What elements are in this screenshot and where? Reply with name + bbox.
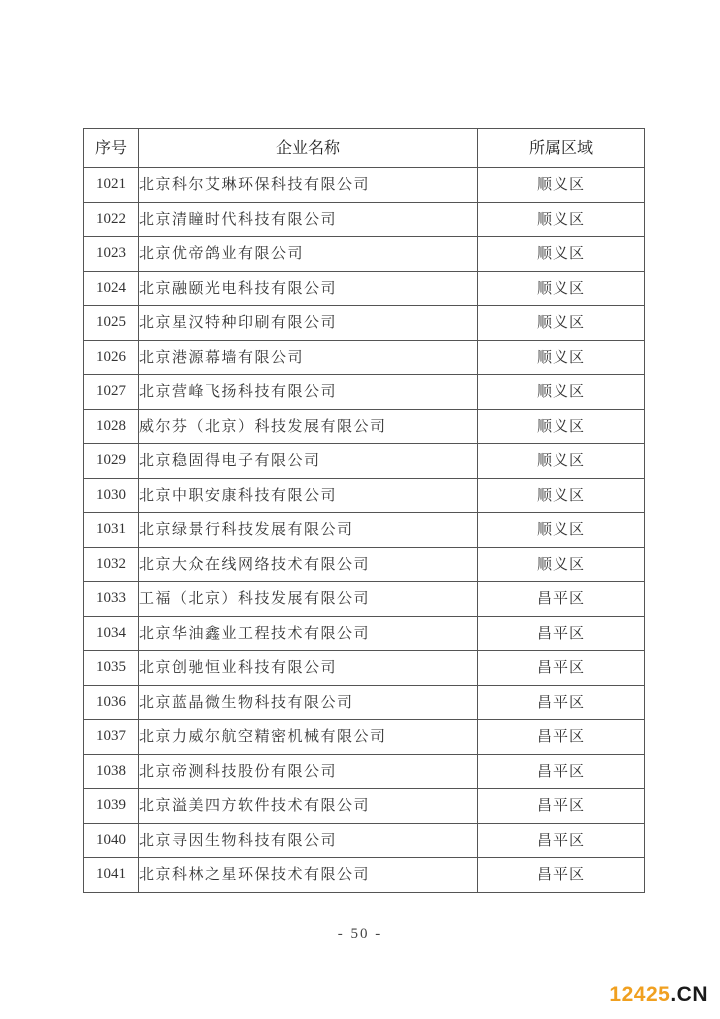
table-header-row bbox=[84, 129, 645, 168]
table-row bbox=[84, 616, 645, 651]
row-region: 昌平区 bbox=[478, 858, 645, 893]
row-company-name: 北京清瞳时代科技有限公司 bbox=[139, 202, 478, 237]
row-region: 昌平区 bbox=[478, 754, 645, 789]
table-row bbox=[84, 237, 645, 272]
row-seq: 1034 bbox=[84, 616, 139, 651]
site-watermark bbox=[609, 983, 708, 1007]
enterprise-table bbox=[83, 128, 645, 893]
watermark-suffix: CN bbox=[676, 983, 708, 1006]
row-region: 昌平区 bbox=[478, 789, 645, 824]
row-region: 顺义区 bbox=[478, 271, 645, 306]
table-row bbox=[84, 168, 645, 203]
row-company-name: 工福（北京）科技发展有限公司 bbox=[139, 582, 478, 617]
page-number: - 50 - bbox=[337, 926, 383, 942]
row-region: 顺义区 bbox=[478, 306, 645, 341]
table-row bbox=[84, 685, 645, 720]
row-company-name: 北京创驰恒业科技有限公司 bbox=[139, 651, 478, 686]
row-seq: 1035 bbox=[84, 651, 139, 686]
row-region: 顺义区 bbox=[478, 375, 645, 410]
row-seq: 1023 bbox=[84, 237, 139, 272]
row-region: 顺义区 bbox=[478, 409, 645, 444]
row-region: 顺义区 bbox=[478, 513, 645, 548]
table-row bbox=[84, 478, 645, 513]
header-seq: 序号 bbox=[84, 129, 139, 168]
table-row bbox=[84, 306, 645, 341]
row-region: 昌平区 bbox=[478, 651, 645, 686]
row-seq: 1029 bbox=[84, 444, 139, 479]
table-row bbox=[84, 789, 645, 824]
row-company-name: 北京大众在线网络技术有限公司 bbox=[139, 547, 478, 582]
row-seq: 1031 bbox=[84, 513, 139, 548]
row-seq: 1024 bbox=[84, 271, 139, 306]
table-row bbox=[84, 651, 645, 686]
row-region: 昌平区 bbox=[478, 685, 645, 720]
row-seq: 1039 bbox=[84, 789, 139, 824]
row-seq: 1025 bbox=[84, 306, 139, 341]
row-seq: 1033 bbox=[84, 582, 139, 617]
table-row bbox=[84, 375, 645, 410]
row-seq: 1037 bbox=[84, 720, 139, 755]
table-row bbox=[84, 754, 645, 789]
header-name: 企业名称 bbox=[139, 129, 478, 168]
row-company-name: 北京帝测科技股份有限公司 bbox=[139, 754, 478, 789]
row-seq: 1026 bbox=[84, 340, 139, 375]
table-row bbox=[84, 444, 645, 479]
row-seq: 1027 bbox=[84, 375, 139, 410]
table-row bbox=[84, 513, 645, 548]
row-region: 昌平区 bbox=[478, 823, 645, 858]
row-region: 昌平区 bbox=[478, 616, 645, 651]
row-region: 昌平区 bbox=[478, 582, 645, 617]
row-seq: 1041 bbox=[84, 858, 139, 893]
row-region: 顺义区 bbox=[478, 547, 645, 582]
row-company-name: 北京蓝晶微生物科技有限公司 bbox=[139, 685, 478, 720]
row-region: 顺义区 bbox=[478, 478, 645, 513]
table-row bbox=[84, 340, 645, 375]
watermark-number: 12425 bbox=[609, 983, 671, 1006]
row-seq: 1032 bbox=[84, 547, 139, 582]
row-company-name: 威尔芬（北京）科技发展有限公司 bbox=[139, 409, 478, 444]
row-company-name: 北京华油鑫业工程技术有限公司 bbox=[139, 616, 478, 651]
table-row bbox=[84, 547, 645, 582]
row-seq: 1030 bbox=[84, 478, 139, 513]
row-seq: 1036 bbox=[84, 685, 139, 720]
row-region: 昌平区 bbox=[478, 720, 645, 755]
row-company-name: 北京营峰飞扬科技有限公司 bbox=[139, 375, 478, 410]
row-region: 顺义区 bbox=[478, 340, 645, 375]
row-company-name: 北京融颐光电科技有限公司 bbox=[139, 271, 478, 306]
row-company-name: 北京港源幕墙有限公司 bbox=[139, 340, 478, 375]
row-company-name: 北京科尔艾琳环保科技有限公司 bbox=[139, 168, 478, 203]
row-company-name: 北京中职安康科技有限公司 bbox=[139, 478, 478, 513]
row-company-name: 北京优帝鸽业有限公司 bbox=[139, 237, 478, 272]
table-row bbox=[84, 271, 645, 306]
row-seq: 1022 bbox=[84, 202, 139, 237]
row-company-name: 北京科林之星环保技术有限公司 bbox=[139, 858, 478, 893]
row-region: 顺义区 bbox=[478, 168, 645, 203]
table-row bbox=[84, 202, 645, 237]
header-region: 所属区域 bbox=[478, 129, 645, 168]
row-region: 顺义区 bbox=[478, 444, 645, 479]
row-company-name: 北京寻因生物科技有限公司 bbox=[139, 823, 478, 858]
table-row bbox=[84, 858, 645, 893]
row-region: 顺义区 bbox=[478, 237, 645, 272]
row-seq: 1021 bbox=[84, 168, 139, 203]
table-row bbox=[84, 720, 645, 755]
row-company-name: 北京星汉特种印刷有限公司 bbox=[139, 306, 478, 341]
row-region: 顺义区 bbox=[478, 202, 645, 237]
row-company-name: 北京绿景行科技发展有限公司 bbox=[139, 513, 478, 548]
row-seq: 1040 bbox=[84, 823, 139, 858]
row-company-name: 北京力威尔航空精密机械有限公司 bbox=[139, 720, 478, 755]
row-company-name: 北京溢美四方软件技术有限公司 bbox=[139, 789, 478, 824]
row-company-name: 北京稳固得电子有限公司 bbox=[139, 444, 478, 479]
row-seq: 1028 bbox=[84, 409, 139, 444]
table-row bbox=[84, 582, 645, 617]
row-seq: 1038 bbox=[84, 754, 139, 789]
watermark-dot: . bbox=[670, 983, 677, 1006]
table-row bbox=[84, 409, 645, 444]
table-row bbox=[84, 823, 645, 858]
